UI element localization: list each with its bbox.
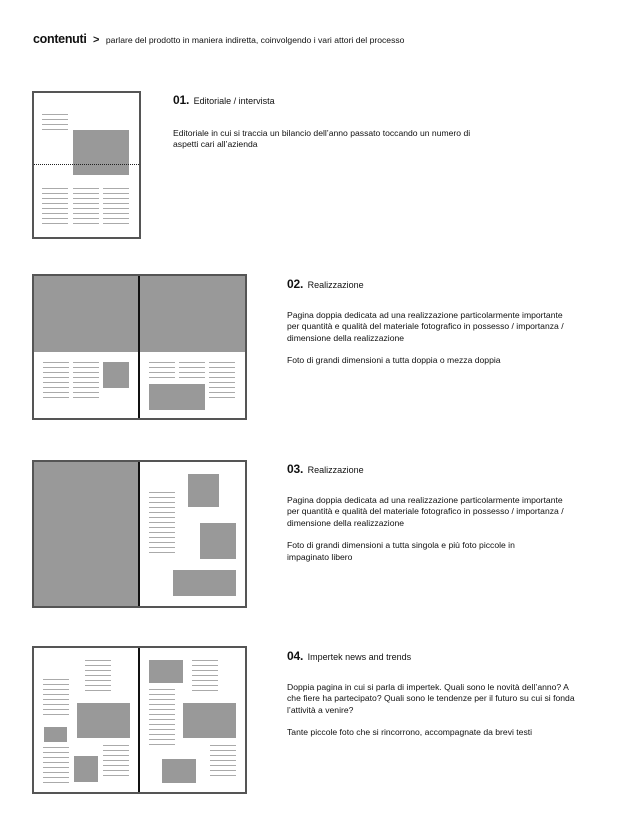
- section-title: [287, 649, 587, 663]
- photo-placeholder: [74, 756, 98, 782]
- text-block: [42, 114, 68, 130]
- text-column: [73, 362, 99, 398]
- header-separator: >: [93, 34, 100, 46]
- layout-thumbnail-double-page: [32, 460, 247, 608]
- section-description: [287, 649, 587, 739]
- text-column: [149, 689, 175, 745]
- layout-thumbnail-double-page: [32, 274, 247, 420]
- photo-placeholder: [183, 703, 236, 738]
- section-paragraph: Foto di grandi dimensioni a tutta singola e più foto piccole in impaginato libero: [287, 540, 515, 562]
- photo-placeholder: [44, 727, 67, 742]
- section-paragraph: Foto di grandi dimensioni a tutta doppia o mezza doppia: [287, 355, 501, 366]
- section-title-text: Realizzazione: [307, 280, 364, 290]
- section-title: [173, 93, 473, 107]
- header-keyword: contenuti: [33, 32, 87, 46]
- text-column: [43, 679, 69, 715]
- text-column: [210, 745, 236, 776]
- photo-placeholder: [162, 759, 196, 783]
- section-title: [287, 277, 587, 291]
- photo-placeholder: [149, 384, 205, 410]
- text-column: [103, 188, 129, 224]
- section-paragraph: Editoriale in cui si traccia un bilancio dell’anno passato toccando un numero di aspetti cari all’azienda: [173, 128, 471, 150]
- layout-thumbnail-double-page: [32, 646, 247, 794]
- section-paragraph: Pagina doppia dedicata ad una realizzazione particolarmente importante per quantità e qualità del materiale fotografico in possesso / importanza / dimensione della realizzazione: [287, 495, 564, 528]
- spread-spine: [138, 462, 140, 606]
- photo-placeholder: [103, 362, 129, 388]
- layout-thumbnail-single-page: [32, 91, 141, 239]
- header-subtitle: parlare del prodotto in maniera indiretta, coinvolgendo i vari attori del processo: [105, 35, 405, 45]
- spread-spine: [138, 276, 140, 418]
- section-paragraph: Tante piccole foto che si rincorrono, accompagnate da brevi testi: [287, 727, 533, 738]
- text-column: [149, 362, 175, 378]
- section-title-text: Editoriale / intervista: [193, 96, 275, 106]
- fold-line: [34, 164, 139, 165]
- section-title-text: Realizzazione: [307, 465, 364, 475]
- text-column: [43, 747, 69, 783]
- text-column: [73, 188, 99, 224]
- section-title-text: Impertek news and trends: [307, 652, 412, 662]
- section-number: 03.: [287, 462, 304, 476]
- page-header: [33, 30, 404, 48]
- text-column: [209, 362, 235, 398]
- section-paragraph: Pagina doppia dedicata ad una realizzazione particolarmente importante per quantità e qualità del materiale fotografico in possesso / importanza / dimensione della realizzazione: [287, 310, 564, 343]
- section-number: 04.: [287, 649, 304, 663]
- photo-placeholder: [173, 570, 236, 596]
- text-column: [103, 745, 129, 776]
- spread-spine: [138, 648, 140, 792]
- text-column: [179, 362, 205, 378]
- photo-placeholder: [77, 703, 130, 738]
- text-column: [192, 660, 218, 691]
- photo-placeholder: [149, 660, 183, 683]
- photo-placeholder-full-page: [34, 462, 139, 606]
- section-number: 01.: [173, 93, 190, 107]
- text-column: [42, 188, 68, 224]
- section-number: 02.: [287, 277, 304, 291]
- section-description: [287, 462, 587, 563]
- section-paragraph: Doppia pagina in cui si parla di impertek. Quali sono le novità dell’anno? A che fiere ha partecipato? Quali sono le tendenze per il futuro su cui si fonda l’attività a venire?: [287, 682, 575, 715]
- photo-placeholder: [188, 474, 219, 507]
- text-column: [43, 362, 69, 398]
- section-description: [173, 93, 473, 151]
- photo-placeholder: [73, 130, 129, 175]
- section-description: [287, 277, 587, 367]
- text-column: [149, 492, 175, 553]
- photo-placeholder: [200, 523, 236, 559]
- section-title: [287, 462, 587, 476]
- text-column: [85, 660, 111, 691]
